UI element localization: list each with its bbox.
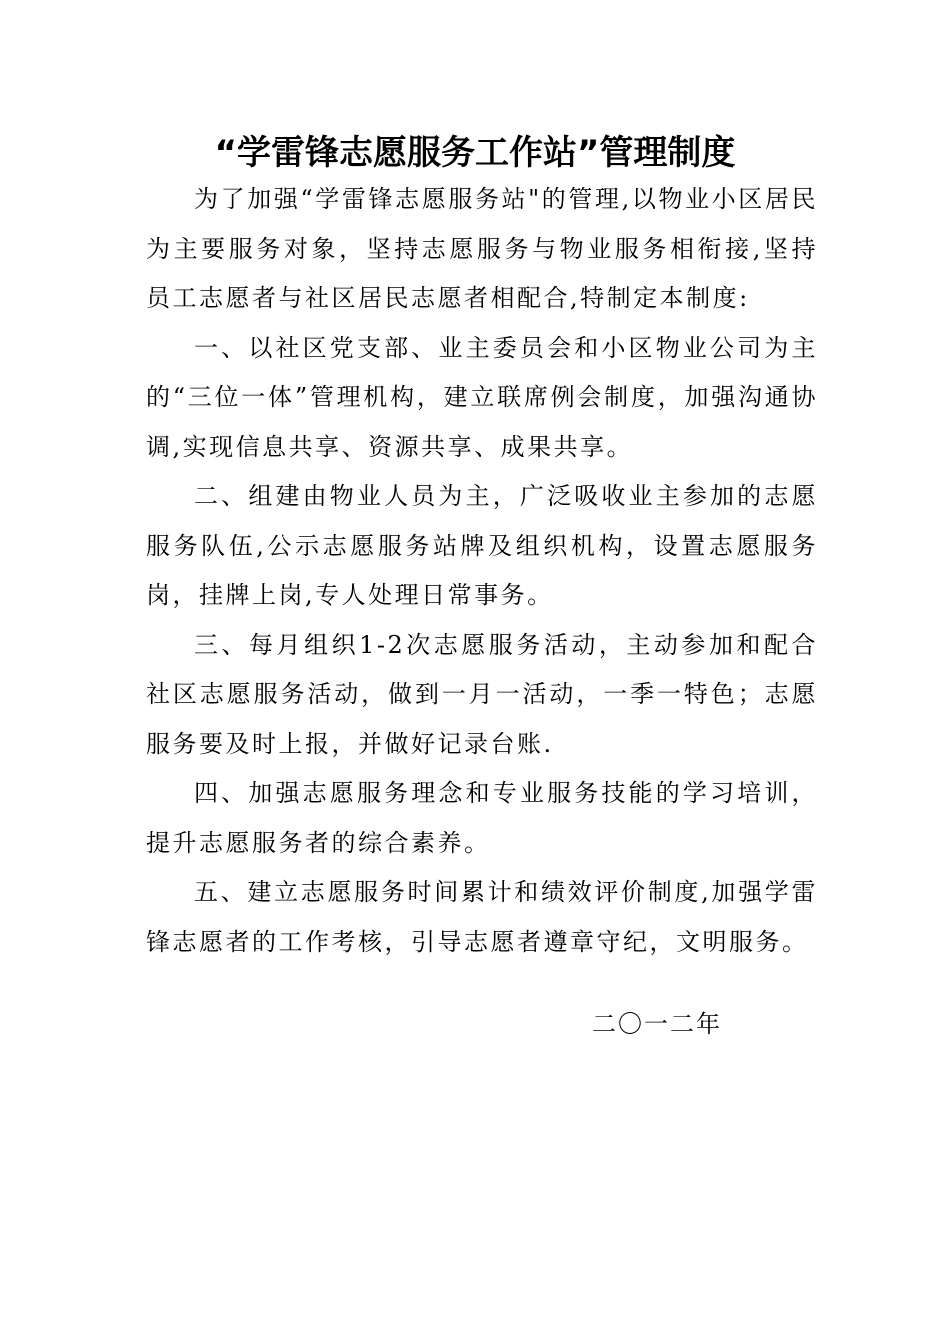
rule-item-2: 二、组建由物业人员为主，广泛吸收业主参加的志愿服务队伍,公示志愿服务站牌及组织机构，设置志愿服务岗，挂牌上岗,专人处理日常事务。: [146, 482, 818, 609]
intro-paragraph: 为了加强“学雷锋志愿服务站"的管理,以物业小区居民为主要服务对象，坚持志愿服务与物业服务相衔接,坚持员工志愿者与社区居民志愿者相配合,特制定本制度:: [146, 185, 818, 312]
rule-item-3: 三、每月组织1-2次志愿服务活动，主动参加和配合社区志愿服务活动，做到一月一活动，一季一特色；志愿服务要及时上报，并做好记录台账.: [146, 630, 818, 758]
rule-item-5: 五、建立志愿服务时间累计和绩效评价制度,加强学雷锋志愿者的工作考核，引导志愿者遵章守纪，文明服务。: [146, 878, 818, 956]
document-body: [146, 175, 818, 967]
rule-item-4: 四、加强志愿服务理念和专业服务技能的学习培训，提升志愿服务者的综合素养。: [146, 779, 818, 857]
rule-item-1: 一、以社区党支部、业主委员会和小区物业公司为主的“三位一体”管理机构，建立联席例会制度，加强沟通协调,实现信息共享、资源共享、成果共享。: [146, 333, 818, 461]
document-title: “学雷锋志愿服务工作站”管理制度: [214, 133, 736, 173]
document-date: 二〇一二年: [592, 1010, 722, 1038]
